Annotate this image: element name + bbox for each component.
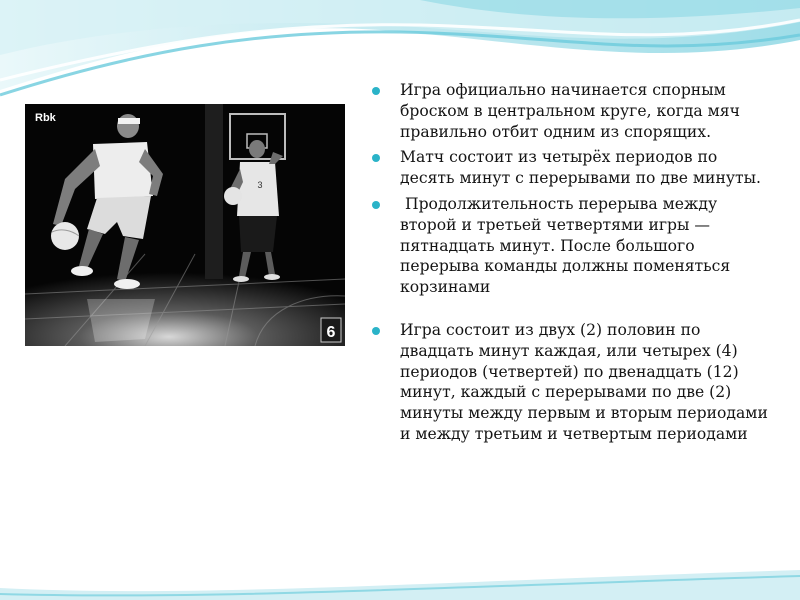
bullet-item [372, 147, 772, 189]
bullet-text: Игра официально начинается спорным броском в центральном круге, когда мяч правильно отбит одним из спорящих. [400, 81, 740, 141]
bullet-dot-icon [372, 201, 380, 209]
bullet-item [372, 320, 772, 445]
footer-wave-decoration [0, 560, 800, 600]
bullet-item [372, 80, 772, 142]
bullet-dot-icon [372, 154, 380, 162]
bullet-dot-icon [372, 327, 380, 335]
bullet-text: Продолжительность перерыва между второй и третьей четвертями игры — пятнадцать минут. После большого перерыва команды должны поменяться корзинами [400, 194, 736, 297]
reebok-logo: Rbk [35, 112, 56, 124]
badge-number: 6 [326, 324, 336, 341]
bullet-dot-icon [372, 87, 380, 95]
bullet-text: Матч состоит из четырёх периодов по десять минут с перерывами по две минуты. [400, 148, 762, 188]
svg-text:3: 3 [257, 180, 263, 190]
bullet-item [372, 194, 772, 298]
bullet-text: Игра состоит из двух (2) половин по двадцать минут каждая, или четырех (4) периодов (четвертей) по двенадцать (12) минут, каждый с перерывами по две (2) минуты между первым и вторым периодами и между третьим и четвертым периодами [400, 320, 768, 443]
basketball-photo [25, 104, 345, 346]
player-reflection [87, 299, 155, 342]
bullet-list [372, 80, 772, 450]
